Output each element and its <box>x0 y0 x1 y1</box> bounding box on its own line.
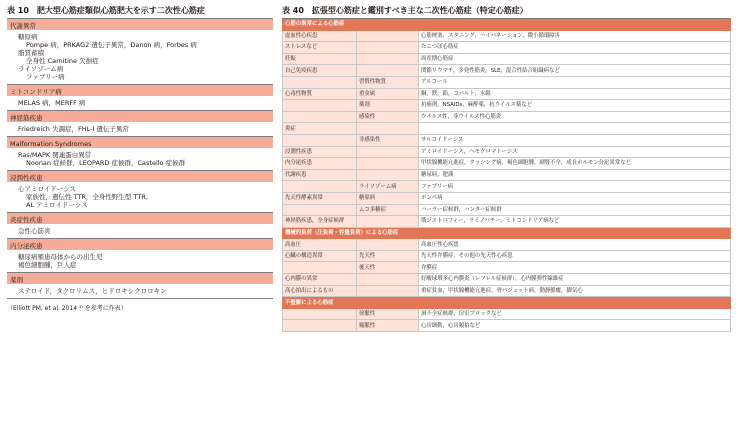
subcategory-cell <box>357 216 419 228</box>
example-cell: 糖尿病，肥満 <box>419 169 731 181</box>
example-cell: ファブリー病 <box>419 181 731 193</box>
table-row <box>283 169 731 181</box>
example-cell: 銅，鉄，鉛，コバルト，水銀 <box>419 88 731 100</box>
table-row <box>283 30 731 42</box>
table-source-note: （Elliott PM, et al. 2014 ¹⁾ を参考に作表） <box>7 305 127 312</box>
section-line: 心アミロイドーシス <box>18 185 76 193</box>
category-cell: 炎症 <box>283 123 357 135</box>
category-cell <box>283 181 357 193</box>
section-header: 薬剤 <box>7 273 273 285</box>
example-cell: アルコール <box>419 76 731 88</box>
table-row <box>283 42 731 54</box>
table-row <box>283 123 731 135</box>
example-cell: 先天性弁膜症，その他の先天性心疾患 <box>419 250 731 262</box>
section-line: Ras/MAPK 関連蛋白異常 <box>18 151 92 159</box>
subcategory-cell <box>357 53 419 65</box>
category-cell <box>283 76 357 88</box>
example-cell: 洞不全症候群，房室ブロックなど <box>419 308 731 320</box>
section-line: ファブリー病 <box>26 73 65 81</box>
table-40-body <box>282 18 731 332</box>
section-header: 神経筋疾患 <box>7 111 273 123</box>
section-body <box>7 31 273 85</box>
category-cell <box>283 100 357 112</box>
subcategory-cell <box>357 169 419 181</box>
category-cell: 妊娠 <box>283 53 357 65</box>
category-cell: 神経筋疾患，全身症候群 <box>283 216 357 228</box>
table-row <box>283 65 731 77</box>
section-line: 脂質蓄積 <box>18 49 44 57</box>
section-header: 炎症性疾患 <box>7 213 273 225</box>
table-40-title <box>282 5 730 17</box>
subcategory-cell: 習慣性物質 <box>357 76 419 88</box>
table-row <box>283 274 731 286</box>
section-line: Noonan 症候群，LEOPARD 症候群，Castello 症候群 <box>26 159 186 167</box>
category-cell: ストレスなど <box>283 42 357 54</box>
table-row <box>283 111 731 123</box>
example-cell: ハーラー症候群，ハンター症候群 <box>419 204 731 216</box>
table-row <box>283 239 731 251</box>
example-cell: 関節リウマチ，多発性筋炎，SLE，混合性結合組織病など <box>419 65 731 77</box>
subcategory-cell: 糖原病 <box>357 192 419 204</box>
section-header: 内分泌疾患 <box>7 239 273 251</box>
section-header-row <box>283 297 731 309</box>
example-cell: たこつぼ心筋症 <box>419 42 731 54</box>
table-row <box>283 320 731 332</box>
category-cell: 内分泌疾患 <box>283 158 357 170</box>
category-cell <box>283 204 357 216</box>
subcategory-cell: ライソゾーム病 <box>357 181 419 193</box>
table-title: 肥大型心筋症類似心筋肥大を示す二次性心筋症 <box>36 6 205 15</box>
section-line: 家族性，遺伝性 TTR，全身性野生型 TTR, <box>26 193 148 201</box>
subcategory-cell: 徐脈性 <box>357 308 419 320</box>
table-title: 拡張型心筋症と鑑別すべき主な二次性心筋症（特定心筋症） <box>311 6 528 15</box>
table-row <box>283 204 731 216</box>
example-cell: 抗癌剤，NSAIDs，麻酔薬，抗ウイルス薬など <box>419 100 731 112</box>
table-number: 表 10 <box>7 6 29 15</box>
section-line: 褐色細胞腫，巨人症 <box>18 261 77 269</box>
category-cell: 虚血性心疾患 <box>283 30 357 42</box>
section-line: AL アミロイドーシス <box>26 201 88 209</box>
category-cell <box>283 308 357 320</box>
section-line: ライソゾーム病 <box>18 65 64 73</box>
table-row <box>283 158 731 170</box>
section-header: 代謝異常 <box>7 19 273 31</box>
section-body <box>7 183 273 213</box>
section-header: 不整脈による心筋症 <box>283 297 731 309</box>
example-cell: 好酸球増多心内膜炎（レフレル症候群），心内膜弾性線維症 <box>419 274 731 286</box>
section-body <box>7 225 273 239</box>
section-line: ステロイド，タクロリムス，ヒドロキシクロロキン <box>18 287 167 295</box>
section-line: Friedreich 失調症，FHL-I 遺伝子異常 <box>18 125 129 133</box>
section-body <box>7 251 273 273</box>
table-row <box>283 285 731 297</box>
table-row <box>283 216 731 228</box>
section-header: 心筋の異常による心筋症 <box>283 19 731 31</box>
subcategory-cell <box>357 42 419 54</box>
example-cell: 筋ジストロフィー，ラミノパチー，ミトコンドリア病など <box>419 216 731 228</box>
category-cell: 高心拍出によるもの <box>283 285 357 297</box>
table-row <box>283 88 731 100</box>
table-10-title <box>7 5 273 17</box>
table-row <box>283 146 731 158</box>
table-row <box>283 250 731 262</box>
table-row <box>283 308 731 320</box>
table-row <box>283 192 731 204</box>
category-cell: 心臓の構造異常 <box>283 250 357 262</box>
section-header: Malformation Syndromes <box>7 137 273 149</box>
example-cell: ポンペ病 <box>419 192 731 204</box>
section-line: Pompe 病，PRKAG2 遺伝子異常，Danon 病，Forbes 病 <box>26 41 197 49</box>
category-cell: 自己免疫疾患 <box>283 65 357 77</box>
subcategory-cell: 感染性 <box>357 111 419 123</box>
category-cell: 浸潤性疾患 <box>283 146 357 158</box>
example-cell: 甲状腺機能亢進症，クッシング病，褐色細胞腫，副腎不全，成長ホルモン分泌異常など <box>419 158 731 170</box>
section-body <box>7 285 273 299</box>
subcategory-cell <box>357 123 419 135</box>
example-cell: 心房細動，心房頻拍など <box>419 320 731 332</box>
subcategory-cell: 非感染性 <box>357 134 419 146</box>
section-line: 糖尿病罹患母体からの出生児 <box>18 253 103 261</box>
table-row <box>283 100 731 112</box>
table-10 <box>7 5 273 312</box>
section-header-row <box>283 19 731 31</box>
section-body <box>7 97 273 111</box>
example-cell: ウイルス性，非ウイルス性心筋炎 <box>419 111 731 123</box>
table-40 <box>282 5 730 332</box>
subcategory-cell: 薬剤 <box>357 100 419 112</box>
table-row <box>283 76 731 88</box>
example-cell: サルコイドーシス <box>419 134 731 146</box>
category-cell <box>283 262 357 274</box>
subcategory-cell <box>357 285 419 297</box>
subcategory-cell: 頻脈性 <box>357 320 419 332</box>
category-cell: 心内膜の異常 <box>283 274 357 286</box>
subcategory-cell: ムコ多糖症 <box>357 204 419 216</box>
category-cell <box>283 111 357 123</box>
subcategory-cell <box>357 146 419 158</box>
table-number: 表 40 <box>282 6 304 15</box>
section-header: 浸潤性疾患 <box>7 171 273 183</box>
section-line: 全身性 Carnitine 欠損症 <box>26 57 99 65</box>
table-row <box>283 134 731 146</box>
example-cell: 重症貧血，甲状腺機能亢進症，骨パジェット病，動静脈瘻，脚気心 <box>419 285 731 297</box>
section-header: 機械的負荷（圧負荷・容量負荷）による心筋症 <box>283 227 731 239</box>
subcategory-cell <box>357 158 419 170</box>
section-body <box>7 149 273 171</box>
example-cell: 心筋梗塞，スタニング，ハイバネーション，微小循環障害 <box>419 30 731 42</box>
table-row <box>283 53 731 65</box>
section-header: ミトコンドリア病 <box>7 85 273 97</box>
subcategory-cell: 先天性 <box>357 250 419 262</box>
table-10-body <box>7 18 273 299</box>
example-cell: アミロイドーシス，ヘモクロマトーシス <box>419 146 731 158</box>
category-cell <box>283 134 357 146</box>
subcategory-cell <box>357 274 419 286</box>
example-cell: 弁膜症 <box>419 262 731 274</box>
subcategory-cell <box>357 239 419 251</box>
section-header-row <box>283 227 731 239</box>
category-cell: 先天性酵素異常 <box>283 192 357 204</box>
example-cell: 高血圧性心疾患 <box>419 239 731 251</box>
example-cell <box>419 123 731 135</box>
subcategory-cell <box>357 65 419 77</box>
category-cell <box>283 320 357 332</box>
section-line: 急性心筋炎 <box>18 227 51 235</box>
section-body <box>7 123 273 137</box>
section-line: 糖原病 <box>18 33 38 41</box>
category-cell: 代謝疾患 <box>283 169 357 181</box>
table-row <box>283 181 731 193</box>
subcategory-cell: 後天性 <box>357 262 419 274</box>
category-cell: 心毒性物質 <box>283 88 357 100</box>
subcategory-cell: 重金属 <box>357 88 419 100</box>
category-cell: 高血圧 <box>283 239 357 251</box>
table-row <box>283 262 731 274</box>
section-line: MELAS 病，MERFF 病 <box>18 99 86 107</box>
example-cell: 周産期心筋症 <box>419 53 731 65</box>
subcategory-cell <box>357 30 419 42</box>
